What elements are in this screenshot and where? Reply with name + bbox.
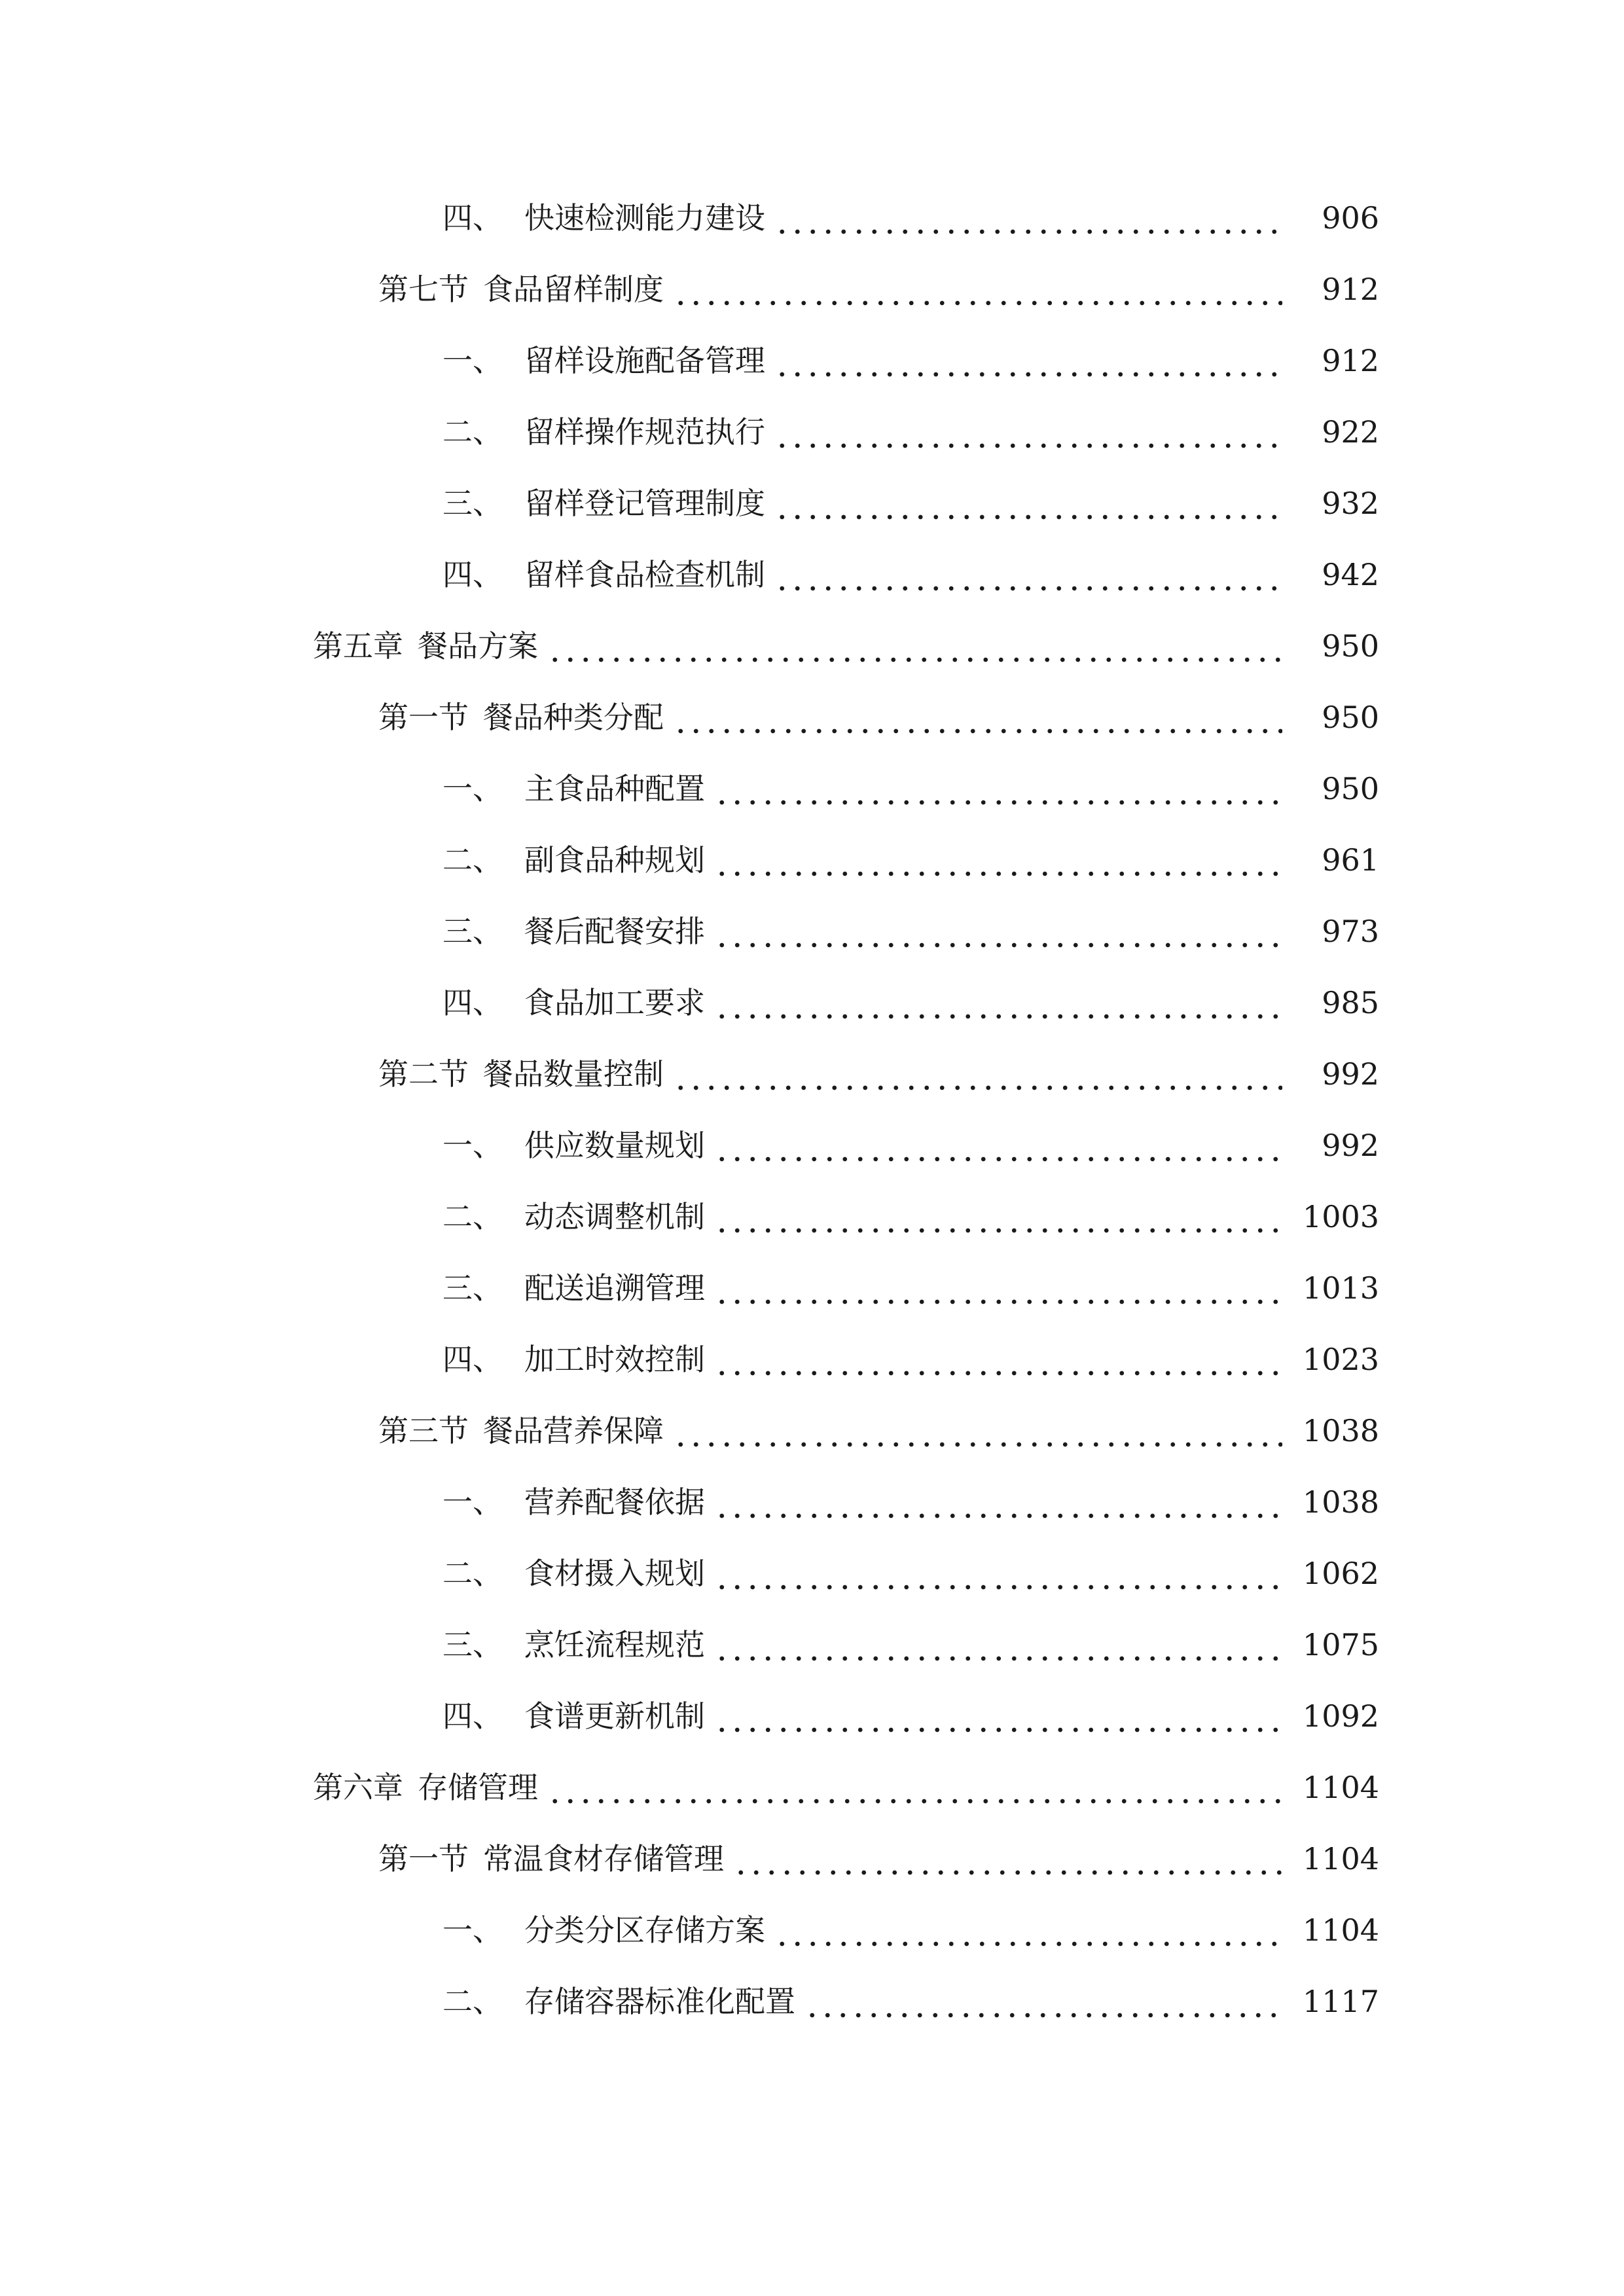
dot-leader	[774, 548, 1282, 601]
toc-entry-title: 快速检测能力建设	[524, 200, 765, 236]
dot-leader	[733, 1833, 1282, 1885]
toc-entry-number: 第五章	[313, 628, 403, 664]
dot-leader	[547, 620, 1282, 672]
toc-entry-number: 第一节	[378, 1841, 469, 1876]
toc-entry[interactable]	[0, 691, 1624, 744]
toc-entry[interactable]	[0, 1119, 1624, 1172]
toc-entry-number: 第二节	[378, 1056, 469, 1092]
dot-leader	[714, 1333, 1282, 1386]
toc-entry-number: 三、	[442, 1627, 503, 1662]
toc-entry-number: 一、	[442, 1128, 503, 1163]
toc-entry-title: 存储容器标准化配置	[524, 1984, 795, 2019]
toc-entry[interactable]	[0, 192, 1624, 244]
toc-entry-title: 副食品种规划	[524, 842, 705, 878]
dot-leader	[673, 1405, 1282, 1457]
toc-entry-page: 950	[1322, 628, 1379, 664]
dot-leader	[774, 1904, 1282, 1956]
toc-entry-title: 餐品数量控制	[483, 1056, 664, 1092]
toc-entry-title: 动态调整机制	[524, 1199, 705, 1234]
dot-leader	[714, 834, 1282, 886]
toc-entry-number: 第一节	[378, 700, 469, 735]
toc-entry-page: 992	[1322, 1128, 1379, 1163]
toc-entry-number: 四、	[442, 200, 503, 236]
toc-entry-title: 食品加工要求	[524, 985, 705, 1020]
toc-entry[interactable]	[0, 1619, 1624, 1671]
dot-leader	[714, 1191, 1282, 1243]
toc-entry-page: 961	[1322, 842, 1379, 878]
toc-entry-page: 912	[1322, 272, 1379, 307]
toc-entry[interactable]	[0, 1405, 1624, 1457]
toc-entry[interactable]	[0, 1975, 1624, 2028]
toc-entry-page: 912	[1322, 343, 1379, 378]
toc-entry[interactable]	[0, 1333, 1624, 1386]
dot-leader	[714, 977, 1282, 1029]
toc-entry-number: 四、	[442, 1342, 503, 1377]
dot-leader	[804, 1975, 1282, 2028]
toc-entry[interactable]	[0, 620, 1624, 672]
toc-entry-number: 三、	[442, 486, 503, 521]
toc-entry-title: 主食品种配置	[524, 771, 705, 806]
toc-entry-title: 常温食材存储管理	[483, 1841, 724, 1876]
toc-entry-page: 950	[1322, 771, 1379, 806]
toc-entry-number: 四、	[442, 557, 503, 592]
dot-leader	[547, 1761, 1282, 1814]
toc-entry-page: 906	[1322, 200, 1379, 236]
toc-entry[interactable]	[0, 762, 1624, 815]
toc-entry-title: 餐品营养保障	[483, 1413, 664, 1448]
toc-entry-title: 留样食品检查机制	[524, 557, 765, 592]
toc-entry[interactable]	[0, 1476, 1624, 1528]
toc-entry[interactable]	[0, 477, 1624, 529]
toc-entry-title: 留样操作规范执行	[524, 414, 765, 450]
dot-leader	[714, 762, 1282, 815]
toc-entry[interactable]	[0, 1048, 1624, 1100]
toc-entry-number: 一、	[442, 343, 503, 378]
toc-entry[interactable]	[0, 263, 1624, 315]
toc-entry-number: 一、	[442, 1484, 503, 1520]
toc-entry-page: 973	[1322, 914, 1379, 949]
toc-entry-title: 分类分区存储方案	[524, 1912, 765, 1948]
dot-leader	[673, 691, 1282, 744]
toc-entry[interactable]	[0, 1904, 1624, 1956]
dot-leader	[714, 1476, 1282, 1528]
toc-entry-page: 1062	[1302, 1556, 1379, 1591]
toc-entry-title: 存储管理	[418, 1770, 538, 1805]
toc-entry[interactable]	[0, 334, 1624, 387]
toc-entry-page: 922	[1322, 414, 1379, 450]
dot-leader	[774, 192, 1282, 244]
toc-entry[interactable]	[0, 1833, 1624, 1885]
toc-entry-page: 1038	[1302, 1484, 1379, 1520]
dot-leader	[714, 905, 1282, 958]
toc-entry-number: 二、	[442, 414, 503, 450]
toc-entry-page: 1038	[1302, 1413, 1379, 1448]
dot-leader	[714, 1547, 1282, 1600]
toc-entry[interactable]	[0, 1761, 1624, 1814]
toc-entry-page: 1003	[1302, 1199, 1379, 1234]
toc-entry-number: 一、	[442, 1912, 503, 1948]
toc-entry-number: 一、	[442, 771, 503, 806]
toc-entry[interactable]	[0, 1191, 1624, 1243]
toc-entry-page: 1023	[1302, 1342, 1379, 1377]
dot-leader	[714, 1262, 1282, 1314]
toc-entry-title: 营养配餐依据	[524, 1484, 705, 1520]
toc-entry[interactable]	[0, 977, 1624, 1029]
toc-entry-title: 餐品种类分配	[483, 700, 664, 735]
dot-leader	[714, 1690, 1282, 1742]
toc-entry-number: 第三节	[378, 1413, 469, 1448]
toc-entry-title: 食品留样制度	[483, 272, 664, 307]
toc-entry-number: 二、	[442, 1556, 503, 1591]
toc-entry-title: 留样设施配备管理	[524, 343, 765, 378]
toc-entry[interactable]	[0, 548, 1624, 601]
toc-entry-title: 餐品方案	[418, 628, 538, 664]
toc-entry-number: 二、	[442, 842, 503, 878]
toc-entry-page: 1092	[1302, 1698, 1379, 1734]
toc-entry-page: 1104	[1302, 1912, 1379, 1948]
toc-entry-title: 烹饪流程规范	[524, 1627, 705, 1662]
toc-entry-page: 1104	[1302, 1841, 1379, 1876]
toc-entry-number: 四、	[442, 1698, 503, 1734]
toc-entry[interactable]	[0, 905, 1624, 958]
toc-entry-page: 1104	[1302, 1770, 1379, 1805]
dot-leader	[673, 1048, 1282, 1100]
toc-entry-page: 950	[1322, 700, 1379, 735]
toc-entry-page: 942	[1322, 557, 1379, 592]
dot-leader	[774, 334, 1282, 387]
toc-entry-page: 932	[1322, 486, 1379, 521]
toc-entry-title: 餐后配餐安排	[524, 914, 705, 949]
toc-entry-page: 1013	[1302, 1270, 1379, 1306]
toc-entry-number: 四、	[442, 985, 503, 1020]
toc-entry[interactable]	[0, 1262, 1624, 1314]
dot-leader	[714, 1619, 1282, 1671]
dot-leader	[673, 263, 1282, 315]
toc-entry-page: 1117	[1302, 1984, 1379, 2019]
toc-entry-number: 二、	[442, 1199, 503, 1234]
toc-entry-title: 供应数量规划	[524, 1128, 705, 1163]
toc-entry-page: 1075	[1302, 1627, 1379, 1662]
toc-entry-title: 配送追溯管理	[524, 1270, 705, 1306]
toc-entry[interactable]	[0, 406, 1624, 458]
toc-entry-number: 第七节	[378, 272, 469, 307]
toc-entry[interactable]	[0, 834, 1624, 886]
toc-entry-number: 三、	[442, 1270, 503, 1306]
toc-entry-page: 985	[1322, 985, 1379, 1020]
toc-entry-title: 食材摄入规划	[524, 1556, 705, 1591]
dot-leader	[774, 406, 1282, 458]
toc-entry-page: 992	[1322, 1056, 1379, 1092]
toc-entry-number: 三、	[442, 914, 503, 949]
dot-leader	[774, 477, 1282, 529]
toc-entry-title: 食谱更新机制	[524, 1698, 705, 1734]
toc-entry-title: 留样登记管理制度	[524, 486, 765, 521]
dot-leader	[714, 1119, 1282, 1172]
toc-entry[interactable]	[0, 1547, 1624, 1600]
toc-entry-title: 加工时效控制	[524, 1342, 705, 1377]
toc-entry-number: 第六章	[313, 1770, 403, 1805]
toc-entry[interactable]	[0, 1690, 1624, 1742]
toc-entry-number: 二、	[442, 1984, 503, 2019]
